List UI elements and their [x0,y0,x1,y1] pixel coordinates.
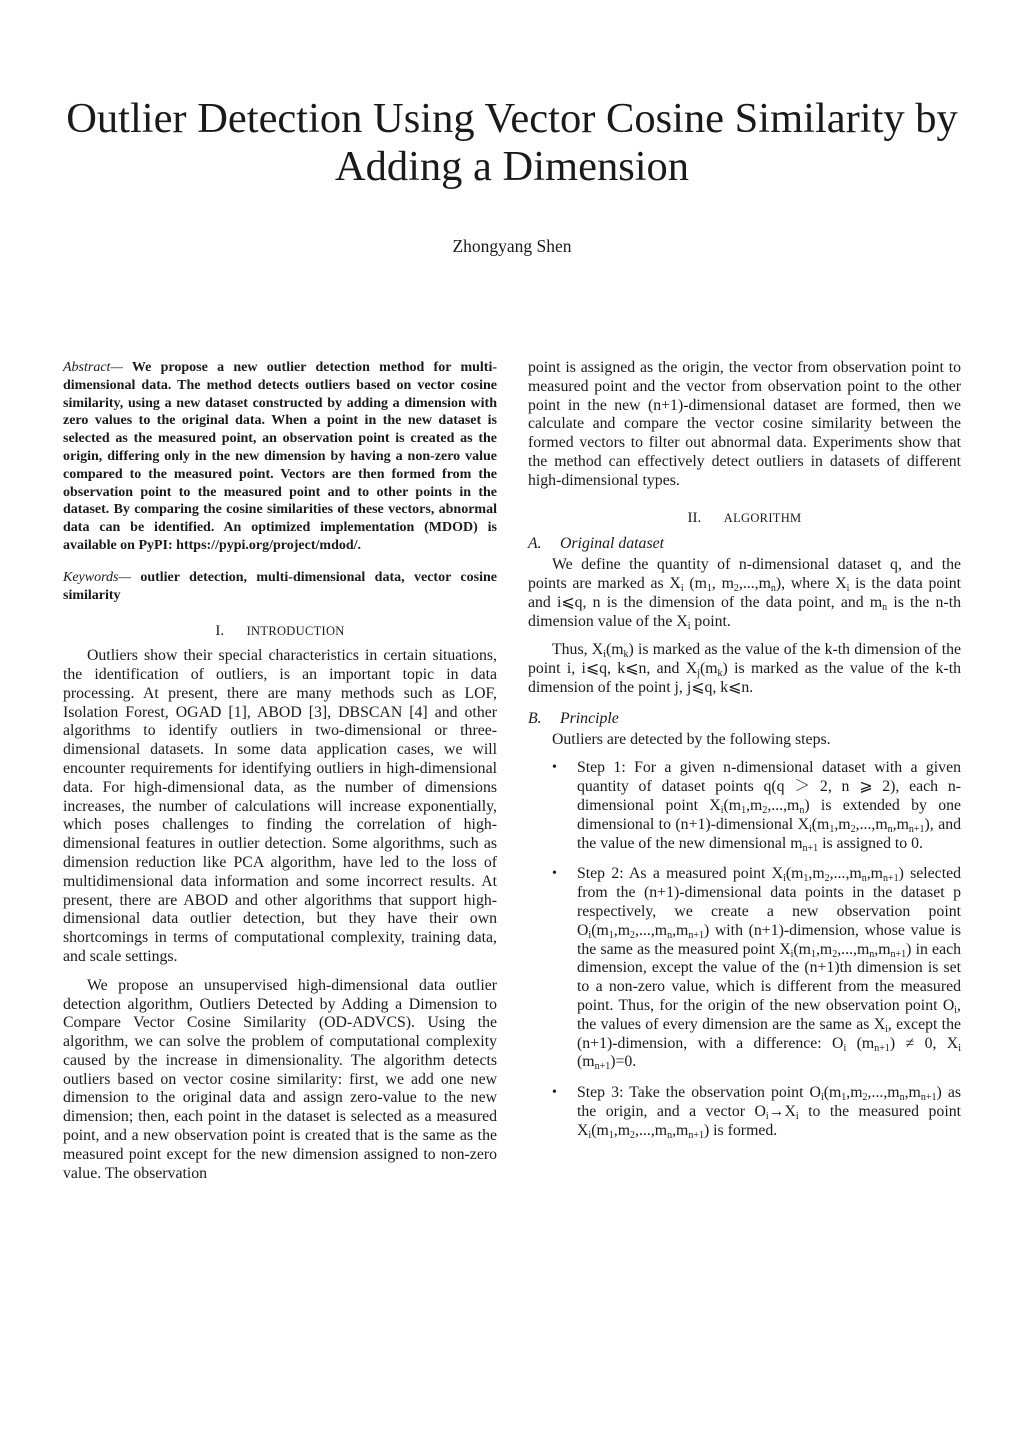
subsection-heading-principle [528,710,961,729]
right-column [528,359,961,1152]
intro-paragraph-2: We propose an unsupervised high-dimensional data outlier detection algorithm, Outliers Detected by Adding a Dimension to Compare Vector Cosine Similarity (OD-ADVCS). Using the algorithm, we can solve the problem of computational complexity caused by the increase in dimensionality. The algorithm detects outliers based on vector cosine similarity: first, we add one new dimension to the original data and assign zero-value to the new dimension; then, each point in the dataset is selected as a measured point, and a new observation point is created that is the same as the measured point except for the new dimension assigned to non-zero value. The observation [63,976,497,1182]
dataset-definition-paragraph: We define the quantity of n-dimensional dataset q, and the points are marked as $X_i$ ($m_1$, $m_2,...,m_n$), where $X_i$ is the data point and i⩽q, n is the dimension of the data point, and $m_n$ is the n-th dimension value of the $X_i$ point. [528,556,961,632]
subsection-heading-original-dataset [528,535,961,554]
keywords [63,569,497,605]
bullet-icon: • [552,866,557,882]
section-heading-introduction [63,622,497,641]
list-item: • Step 2: As a measured point $X_i(m_1,m_2,...,m_n,m_{n+1})$ selected from the (n+1)-dimensional data points in the dataset p respectively, we create a new observation point $O_i(m_1,m_2,...,m_n,m_{n+1})$ with (n+1)-dimension, whose value is the same as the measured point $X_i(m_1,m_2,...,m_n,m_{n+1})$ in each dimension, except the value of the (n+1)th dimension is set to a non-zero value, which is different from the measured point. Thus, for the origin of the new observation point $O_i$, the values of every dimension are the same as $X_i$, except the (n+1)-dimension, with a difference: $O_i$ $(m_{n+1}) \ne 0$, $X_i$ $(m_{n+1})=0$. [552,865,962,1073]
keywords-text: outlier detection, multi-dimensional data, vector cosine similarity [63,569,497,603]
abstract-label: Abstract— [63,360,123,375]
abstract [63,359,497,555]
subsection-number: A. [528,535,542,553]
section-title: INTRODUCTION [246,624,345,639]
list-item: • Step 3: Take the observation point $O_i(m_1,m_2,...,m_n,m_{n+1})$ as the origin, and a vector $O_i\to X_i$ to the measured point $X_i(m_1,m_2,...,m_n,m_{n+1})$ is formed. [552,1084,961,1141]
bullet-icon: • [552,760,557,776]
right-paragraph-continuation: point is assigned as the origin, the vector from observation point to measured point and the vector from observation point to the other point in the new (n+1)-dimensional dataset are formed, then we calculate and compare the vector cosine similarity between the formed vectors to filter out abnormal data. Experiments show that the method can effectively detect outliers in datasets of different high-dimensional types. [528,359,961,489]
steps-list [528,759,961,1140]
left-column [63,359,497,1183]
keywords-label: Keywords— [63,569,131,585]
dataset-notation-paragraph: Thus, $X_i(m_k)$ is marked as the value of the k-th dimension of the point i, i⩽q, k⩽n, and $X_j(m_k)$ is marked as the value of the k-th dimension of the point j, j⩽q, k⩽n. [528,641,962,696]
section-number: I. [215,623,225,640]
subsection-title: Original dataset [560,535,664,553]
abstract-text: We propose a new outlier detection method for multi-dimensional data. The method detects outliers based on vector cosine similarity, using a new dataset constructed by adding a dimension with zero values to the original data. When a point in the new dataset is selected as the measured point, an observation point is created as the origin, differing only in the new dimension by having a non-zero value compared to the measured point. Vectors are then formed from the observation point to the measured point and to other points in the dataset. By comparing the cosine similarities of these vectors, abnormal data can be identified. An optimized implementation (MDOD) is available on PyPI: https://pypi.org/project/mdod/. [63,360,497,553]
intro-paragraph-1: Outliers show their special characteristics in certain situations, the identification of outliers, is an important topic in data processing. At present, there are many methods such as LOF, Isolation Forest, OGAD [1], ABOD [3], DBSCAN [4] and other algorithms to identify outliers in two-dimensional or three-dimensional datasets. In some data application cases, we will encounter requirements for identifying outliers in high-dimensional data. For high-dimensional data, as the number of dimensions increases, the number of calculations will increase exponentially, which poses challenges to finding the correlation of high-dimensional features in outlier detection. Some algorithms, such as dimension reduction like PCA algorithm, have led to the loss of multidimensional data information and some incorrect results. At present, there are ABOD and other algorithms that support high-dimensional data outlier detection, but they have their own shortcomings in terms of computational complexity, training data, and scale settings. [63,647,497,965]
bullet-icon: • [552,1085,557,1101]
subsection-title: Principle [560,709,619,727]
section-heading-algorithm [528,509,961,528]
paper-title: Outlier Detection Using Vector Cosine Similarity by Adding a Dimension [66,95,958,190]
section-number: II. [687,509,702,526]
author-name: Zhongyang Shen [452,236,572,256]
principle-intro: Outliers are detected by the following steps. [552,730,831,748]
list-item: • Step 1: For a given n-dimensional dataset with a given quantity of dataset points q(q ＞ 2, n ⩾ 2), each n-dimensional point $X_i(m_1,m_2,...,m_n)$ is extended by one dimensional to (n+1)-dimensional $X_i(m_1,m_2,...,m_n,m_{n+1})$, and the value of the new dimensional $m_{n+1}$ is assigned to 0. [552,759,962,854]
subsection-number: B. [528,709,542,727]
section-title: ALGORITHM [723,510,802,525]
